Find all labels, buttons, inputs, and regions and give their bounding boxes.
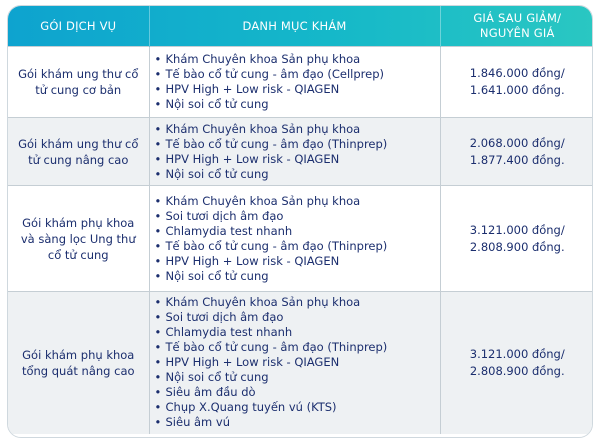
- bullet-icon: •: [154, 193, 162, 208]
- exam-item-text: HPV High + Low risk - QIAGEN: [165, 253, 340, 268]
- list-item: [155, 122, 436, 137]
- service-package-table: [8, 6, 593, 434]
- bullet-icon: •: [154, 166, 162, 181]
- price-table-card: [7, 5, 593, 438]
- bullet-icon: •: [154, 208, 162, 223]
- discounted-price: 3.121.000 đồng/: [469, 346, 565, 361]
- table-row: [8, 186, 593, 292]
- list-item: [155, 325, 436, 340]
- bullet-icon: •: [154, 52, 162, 66]
- exam-item-list: [155, 295, 436, 430]
- price-cell: [440, 47, 593, 118]
- package-name: Gói khám phụ khoa tổng quát nâng cao: [8, 292, 149, 434]
- list-item: [155, 239, 436, 254]
- bullet-icon: •: [154, 355, 162, 370]
- exam-items: [149, 186, 440, 292]
- bullet-icon: •: [154, 151, 162, 166]
- exam-item-text: Chlamydia test nhanh: [165, 325, 293, 340]
- package-name: Gói khám phụ khoa và sàng lọc Ung thư cổ tử cung: [8, 186, 149, 292]
- list-item: [155, 340, 436, 355]
- header-price-line1: GIÁ SAU GIẢM/: [473, 11, 562, 25]
- list-item: [155, 97, 436, 112]
- exam-item-text: Soi tươi dịch âm đạo: [165, 310, 284, 325]
- discounted-price: 1.846.000 đồng/: [469, 66, 565, 80]
- exam-item-text: Siêu âm vú: [165, 415, 231, 430]
- exam-item-text: HPV High + Low risk - QIAGEN: [165, 82, 340, 96]
- exam-item-text: Khám Chuyên khoa Sản phụ khoa: [165, 193, 361, 208]
- bullet-icon: •: [154, 295, 162, 310]
- exam-item-text: Khám Chuyên khoa Sản phụ khoa: [165, 121, 361, 136]
- bullet-icon: •: [154, 310, 162, 325]
- table-row: [8, 118, 593, 186]
- exam-item-text: Khám Chuyên khoa Sản phụ khoa: [165, 295, 361, 310]
- bullet-icon: •: [154, 121, 162, 136]
- exam-item-text: Siêu âm đầu dò: [165, 385, 256, 400]
- list-item: [155, 254, 436, 269]
- list-item: [155, 295, 436, 310]
- exam-item-text: Tế bào cổ tử cung - âm đạo (Cellprep): [165, 67, 384, 81]
- list-item: [155, 400, 436, 415]
- list-item: [155, 137, 436, 152]
- header-price-line2: NGUYÊN GIÁ: [479, 26, 555, 40]
- list-item: [155, 415, 436, 430]
- table-body: [8, 47, 593, 434]
- original-price: 2.808.900 đồng.: [469, 239, 565, 254]
- exam-item-text: Nội soi cổ tử cung: [165, 97, 269, 111]
- table-row: [8, 47, 593, 118]
- list-item: [155, 194, 436, 209]
- list-item: [155, 355, 436, 370]
- exam-item-text: Nội soi cổ tử cung: [165, 268, 269, 283]
- discounted-price: 2.068.000 đồng/: [469, 135, 565, 150]
- package-name: Gói khám ung thư cổ tử cung cơ bản: [8, 47, 149, 118]
- exam-item-text: Tế bào cổ tử cung - âm đạo (Thinprep): [165, 136, 388, 151]
- bullet-icon: •: [154, 223, 162, 238]
- bullet-icon: •: [154, 325, 162, 340]
- bullet-icon: •: [154, 385, 162, 400]
- exam-items: [149, 292, 440, 434]
- list-item: [155, 385, 436, 400]
- list-item: [155, 310, 436, 325]
- exam-item-text: Chụp X.Quang tuyến vú (KTS): [165, 400, 337, 415]
- bullet-icon: •: [154, 253, 162, 268]
- exam-item-list: [155, 122, 436, 182]
- exam-item-text: HPV High + Low risk - QIAGEN: [165, 355, 340, 370]
- exam-item-list: [155, 52, 436, 112]
- bullet-icon: •: [154, 268, 162, 283]
- list-item: [155, 52, 436, 67]
- list-item: [155, 167, 436, 182]
- exam-item-text: HPV High + Low risk - QIAGEN: [165, 151, 340, 166]
- bullet-icon: •: [154, 67, 162, 81]
- original-price: 1.641.000 đồng.: [469, 83, 565, 97]
- header-package: GÓI DỊCH VỤ: [40, 18, 117, 33]
- bullet-icon: •: [154, 340, 162, 355]
- exam-item-text: Soi tươi dịch âm đạo: [165, 208, 284, 223]
- package-name: Gói khám ung thư cổ tử cung nâng cao: [8, 118, 149, 186]
- exam-item-text: Tế bào cổ tử cung - âm đạo (Thinprep): [165, 340, 388, 355]
- list-item: [155, 67, 436, 82]
- exam-item-text: Chlamydia test nhanh: [165, 223, 293, 238]
- exam-item-text: Tế bào cổ tử cung - âm đạo (Thinprep): [165, 238, 388, 253]
- bullet-icon: •: [154, 238, 162, 253]
- price-cell: [440, 186, 593, 292]
- discounted-price: 3.121.000 đồng/: [469, 222, 565, 237]
- original-price: 1.877.400 đồng.: [469, 152, 565, 167]
- original-price: 2.808.900 đồng.: [469, 363, 565, 378]
- bullet-icon: •: [154, 370, 162, 385]
- exam-item-text: Nội soi cổ tử cung: [165, 166, 269, 181]
- bullet-icon: •: [154, 97, 162, 111]
- exam-items: [149, 118, 440, 186]
- bullet-icon: •: [154, 400, 162, 415]
- list-item: [155, 209, 436, 224]
- exam-items: [149, 47, 440, 118]
- list-item: [155, 82, 436, 97]
- bullet-icon: •: [154, 82, 162, 96]
- list-item: [155, 269, 436, 284]
- bullet-icon: •: [154, 136, 162, 151]
- exam-item-text: Nội soi cổ tử cung: [165, 370, 269, 385]
- list-item: [155, 370, 436, 385]
- bullet-icon: •: [154, 415, 162, 430]
- price-cell: [440, 118, 593, 186]
- table-header: [8, 6, 593, 47]
- header-price: [440, 6, 593, 47]
- list-item: [155, 152, 436, 167]
- price-cell: [440, 292, 593, 434]
- header-items: DANH MỤC KHÁM: [149, 6, 440, 47]
- exam-item-list: [155, 194, 436, 284]
- exam-item-text: Khám Chuyên khoa Sản phụ khoa: [165, 52, 361, 66]
- table-row: [8, 292, 593, 434]
- list-item: [155, 224, 436, 239]
